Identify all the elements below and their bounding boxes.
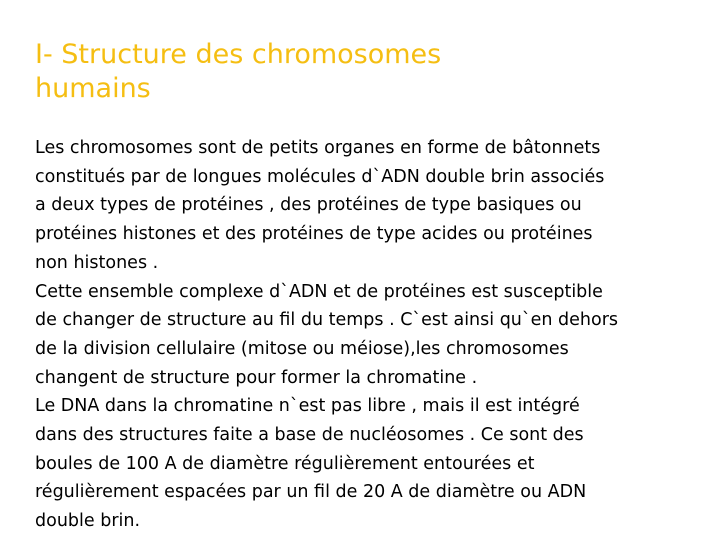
body-line: boules de 100 A de diamètre régulièrement entourées et bbox=[35, 453, 535, 474]
body-line: de la division cellulaire (mitose ou méiose),les chromosomes bbox=[35, 338, 569, 359]
body-line: Le DNA dans la chromatine n`est pas libre , mais il est intégré bbox=[35, 396, 580, 417]
body-line: dans des structures faite a base de nucléosomes . Ce sont des bbox=[35, 425, 584, 446]
body-line: a deux types de protéines , des protéines de type basiques ou bbox=[35, 195, 582, 216]
body-line: non histones . bbox=[35, 252, 159, 273]
body-text bbox=[35, 134, 705, 536]
body-line: régulièrement espacées par un fil de 20 A de diamètre ou ADN bbox=[35, 482, 587, 503]
body-line: double brin. bbox=[35, 511, 141, 532]
body-line: changent de structure pour former la chromatine . bbox=[35, 367, 478, 388]
body-line: protéines histones et des protéines de type acides ou protéines bbox=[35, 224, 593, 245]
title-line-2: humains bbox=[35, 73, 151, 104]
body-line: constitués par de longues molécules d`ADN double brin associés bbox=[35, 166, 605, 187]
slide-title bbox=[35, 38, 685, 106]
body-line: Les chromosomes sont de petits organes en forme de bâtonnets bbox=[35, 138, 601, 158]
title-line-1: I- Structure des chromosomes bbox=[35, 39, 442, 70]
body-line: Cette ensemble complexe d`ADN et de protéines est susceptible bbox=[35, 281, 603, 302]
body-line: de changer de structure au fil du temps . C`est ainsi qu`en dehors bbox=[35, 310, 619, 331]
